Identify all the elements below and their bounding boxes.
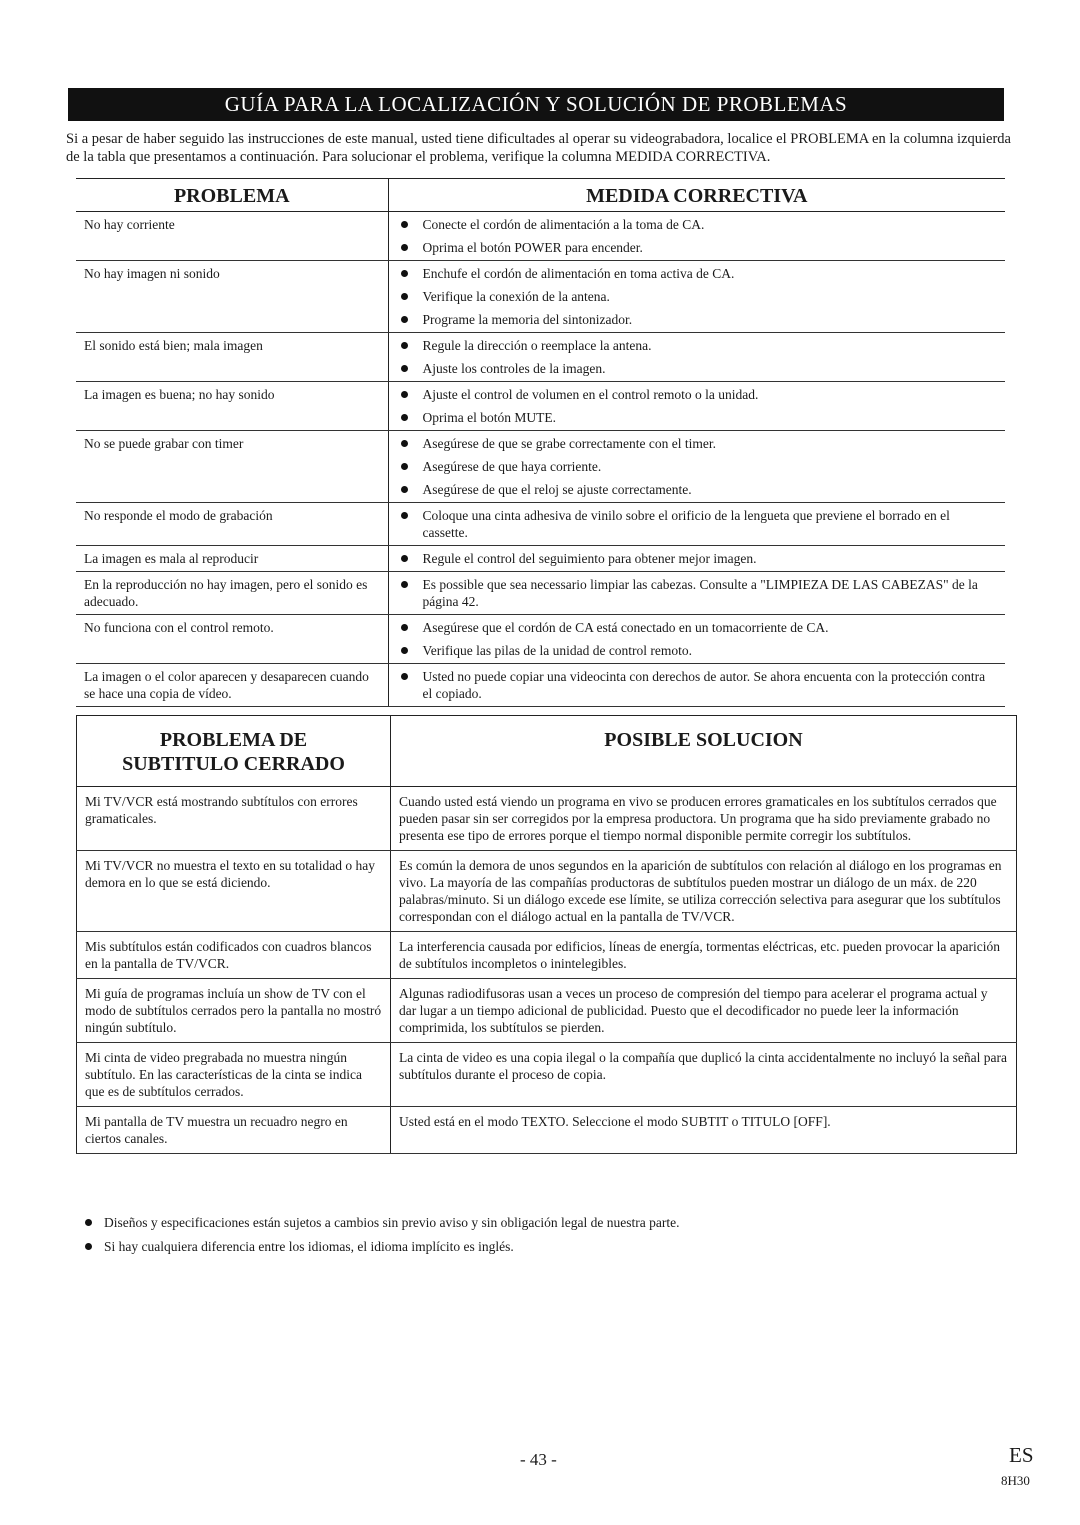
table-header [76, 179, 1005, 212]
measure-text: Ajuste el control de volumen en el control remoto o la unidad. [422, 387, 759, 402]
language-code: ES [1009, 1443, 1034, 1467]
bullet-icon [401, 463, 408, 470]
troubleshooting-rows [76, 212, 1005, 707]
bullet-icon [401, 244, 408, 251]
measure-item [395, 409, 998, 426]
cc-problem-cell: Mis subtítulos están codificados con cuadros blancos en la pantalla de TV/VCR. [77, 932, 391, 979]
cc-solution-cell: Es común la demora de unos segundos en la aparición de subtítulos con relación al diálogo en los programas en vivo. La mayoría de las compañías productoras de subtítulos pueden mostrar un diálogo de un máx. de 220 palabras/minuto. Si un diálogo excede ese límite, se utiliza corrección selectiva para asegurar que los subtítulos correspondan con el diálogo actual en la pantalla de TV/VCR. [391, 851, 1017, 932]
measure-item [395, 288, 998, 305]
cc-solution-cell: Usted está en el modo TEXTO. Seleccione el modo SUBTIT o TITULO [OFF]. [391, 1107, 1017, 1154]
measure-text: Asegúrese de que el reloj se ajuste correctamente. [422, 482, 692, 497]
measure-text: Asegúrese que el cordón de CA está conectado en un tomacorriente de CA. [422, 620, 829, 635]
measure-cell [388, 382, 1005, 431]
measure-list [395, 216, 998, 256]
bullet-icon [401, 221, 408, 228]
bullet-icon [401, 440, 408, 447]
measure-item [395, 435, 998, 452]
bullet-icon [401, 624, 408, 631]
cc-problem-header-line2: SUBTITULO CERRADO [122, 753, 345, 775]
cc-problem-header-line1: PROBLEMA DE [159, 729, 308, 751]
bullet-icon [85, 1243, 92, 1250]
bullet-icon [401, 316, 408, 323]
measure-item [395, 507, 998, 541]
measure-text: Asegúrese de que se grabe correctamente con el timer. [422, 436, 716, 451]
cc-problem-cell: Mi cinta de video pregrabada no muestra ningún subtítulo. En las características de la cinta se indica que es de subtítulos cerrados. [77, 1043, 391, 1107]
bullet-icon [85, 1219, 92, 1226]
cc-problem-cell: Mi guía de programas incluía un show de TV con el modo de subtítulos cerrados pero la pantalla no mostró ningún subtítulo. [77, 979, 391, 1043]
problem-cell: La imagen o el color aparecen y desaparecen cuando se hace una copia de vídeo. [76, 664, 388, 707]
measure-item [395, 216, 998, 233]
table-row [77, 979, 1017, 1043]
cc-problem-cell: Mi TV/VCR no muestra el texto en su totalidad o hay demora en lo que se está diciendo. [77, 851, 391, 932]
measure-text: Regule el control del seguimiento para obtener mejor imagen. [422, 551, 757, 566]
bullet-icon [401, 365, 408, 372]
bullet-icon [401, 270, 408, 277]
table-row [76, 615, 1005, 664]
bullet-icon [401, 555, 408, 562]
bullet-icon [401, 512, 408, 519]
measure-cell [388, 333, 1005, 382]
cc-solution-cell: La interferencia causada por edificios, líneas de energía, tormentas eléctricas, etc. pueden provocar la aparición de subtítulos incompletos o inintelegibles. [391, 932, 1017, 979]
measure-item [395, 668, 998, 702]
page-title-banner: GUÍA PARA LA LOCALIZACIÓN Y SOLUCIÓN DE PROBLEMAS [68, 88, 1004, 121]
table-row [76, 664, 1005, 707]
measure-text: Verifique la conexión de la antena. [422, 289, 610, 304]
problem-cell: La imagen es buena; no hay sonido [76, 382, 388, 431]
problem-cell: El sonido está bien; mala imagen [76, 333, 388, 382]
bullet-icon [401, 673, 408, 680]
note-text: Si hay cualquiera diferencia entre los idiomas, el idioma implícito es inglés. [104, 1239, 514, 1254]
bullet-icon [401, 581, 408, 588]
cc-solution-column-header: POSIBLE SOLUCION [391, 716, 1017, 787]
measure-text: Oprima el botón MUTE. [422, 410, 556, 425]
measure-text: Verifique las pilas de la unidad de control remoto. [422, 643, 693, 658]
table-row [76, 431, 1005, 503]
measure-item [395, 337, 998, 354]
measure-item [395, 458, 998, 475]
measure-item [395, 311, 998, 328]
measure-list [395, 576, 998, 610]
table-row [76, 333, 1005, 382]
measure-text: Regule la dirección o reemplace la antena. [422, 338, 652, 353]
measure-text: Coloque una cinta adhesiva de vinilo sobre el orificio de la lengueta que previene el borrado en el cassette. [422, 508, 950, 540]
measure-item [395, 265, 998, 282]
measure-cell [388, 572, 1005, 615]
cc-problem-cell: Mi pantalla de TV muestra un recuadro negro en ciertos canales. [77, 1107, 391, 1154]
problem-cell: La imagen es mala al reproducir [76, 546, 388, 572]
bullet-icon [401, 342, 408, 349]
table-row [76, 212, 1005, 261]
table-row [76, 503, 1005, 546]
table-row [77, 851, 1017, 932]
measure-list [395, 668, 998, 702]
cc-problem-column-header [77, 716, 391, 787]
bullet-icon [401, 486, 408, 493]
measure-cell [388, 261, 1005, 333]
page-number: - 43 - [520, 1450, 557, 1469]
measure-text: Ajuste los controles de la imagen. [422, 361, 606, 376]
measure-item [395, 619, 998, 636]
measure-column-header: MEDIDA CORRECTIVA [388, 179, 1005, 212]
intro-paragraph: Si a pesar de haber seguido las instrucciones de este manual, usted tiene dificultades al operar su videograbadora, localice el PROBLEMA en la columna izquierda de la tabla que presentamos a continuación. Para solucionar el problema, verifique la columna MEDIDA CORRECTIVA. [66, 131, 1011, 165]
measure-cell [388, 664, 1005, 707]
note-text: Diseños y especificaciones están sujetos a cambios sin previo aviso y sin obligación legal de nuestra parte. [104, 1215, 680, 1230]
measure-item [395, 642, 998, 659]
measure-list [395, 337, 998, 377]
measure-cell [388, 431, 1005, 503]
measure-cell [388, 212, 1005, 261]
bullet-icon [401, 293, 408, 300]
table-row [77, 1043, 1017, 1107]
measure-text: Programe la memoria del sintonizador. [422, 312, 633, 327]
problem-cell: No responde el modo de grabación [76, 503, 388, 546]
measure-cell [388, 546, 1005, 572]
note-item [84, 1214, 1014, 1231]
model-code: 8H30 [1001, 1473, 1030, 1488]
measure-item [395, 481, 998, 498]
measure-list [395, 550, 998, 567]
cc-solution-cell: La cinta de video es una copia ilegal o la compañía que duplicó la cinta accidentalmente no incluyó la señal para subtítulos durante el proceso de copia. [391, 1043, 1017, 1107]
bullet-icon [401, 414, 408, 421]
table-row [76, 572, 1005, 615]
cc-problem-cell: Mi TV/VCR está mostrando subtítulos con errores gramaticales. [77, 787, 391, 851]
measure-text: Conecte el cordón de alimentación a la toma de CA. [422, 217, 705, 232]
measure-cell [388, 503, 1005, 546]
problem-cell: No se puede grabar con timer [76, 431, 388, 503]
measure-item [395, 386, 998, 403]
cc-solution-cell: Algunas radiodifusoras usan a veces un proceso de compresión del tiempo para acelerar el programa actual y dar lugar a un tiempo adicional de publicidad. Puesto que el decodificador no puede leer la información comprimida, los subtítulos se pierden. [391, 979, 1017, 1043]
measure-text: Enchufe el cordón de alimentación en toma activa de CA. [422, 266, 735, 281]
note-item [84, 1238, 1014, 1255]
notes [84, 1214, 1014, 1262]
measure-list [395, 265, 998, 328]
measure-item [395, 550, 998, 567]
problem-cell: No hay corriente [76, 212, 388, 261]
measure-list [395, 386, 998, 426]
table-row [76, 546, 1005, 572]
bullet-icon [401, 391, 408, 398]
problem-cell: No funciona con el control remoto. [76, 615, 388, 664]
cc-solution-cell: Cuando usted está viendo un programa en vivo se producen errores gramaticales en los subtítulos cerrados que pueden pasar sin ser corregidos por la empresa productora. Un programa que ha sido previamente grabado no presenta ese tipo de errores porque el tiempo normal disponible permite corregir los subtítulos. [391, 787, 1017, 851]
table-row [77, 932, 1017, 979]
measure-text: Asegúrese de que haya corriente. [422, 459, 602, 474]
measure-cell [388, 615, 1005, 664]
measure-item [395, 239, 998, 256]
measure-text: Es possible que sea necessario limpiar las cabezas. Consulte a "LIMPIEZA DE LAS CABEZAS" de la página 42. [422, 577, 978, 609]
measure-list [395, 619, 998, 659]
problem-column-header: PROBLEMA [76, 179, 388, 212]
measure-item [395, 576, 998, 610]
measure-text: Oprima el botón POWER para encender. [422, 240, 643, 255]
measure-item [395, 360, 998, 377]
measure-list [395, 507, 998, 541]
problem-cell: En la reproducción no hay imagen, pero el sonido es adecuado. [76, 572, 388, 615]
table-row [76, 261, 1005, 333]
table-row [77, 1107, 1017, 1154]
table-header [77, 716, 1017, 787]
table-row [76, 382, 1005, 431]
table-row [77, 787, 1017, 851]
problem-cell: No hay imagen ni sonido [76, 261, 388, 333]
measure-list [395, 435, 998, 498]
bullet-icon [401, 647, 408, 654]
closed-caption-rows [77, 787, 1017, 1154]
measure-text: Usted no puede copiar una videocinta con derechos de autor. Se ahora encuenta con la protección contra el copiado. [422, 669, 986, 701]
closed-caption-table [76, 715, 1017, 1154]
troubleshooting-table [76, 178, 1005, 707]
